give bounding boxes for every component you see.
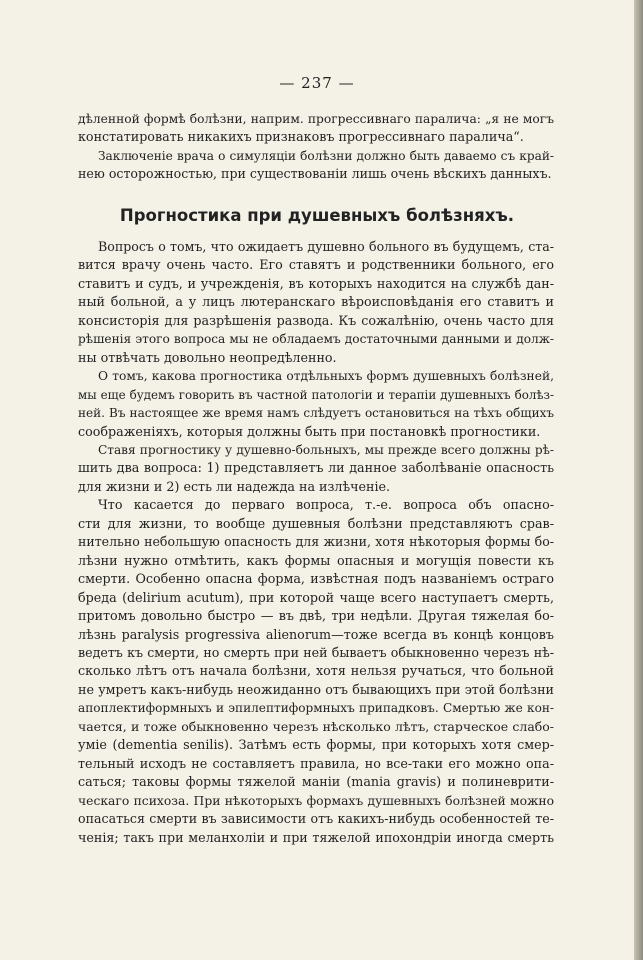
text-line: тельный исходъ не составляетъ правила, но все-таки его можно опа- — [78, 755, 554, 771]
text-line: констатировать никакихъ признаковъ прогрессивнаго паралича“. — [78, 129, 524, 145]
paragraph — [78, 147, 554, 184]
continued-text — [78, 110, 554, 184]
text-line: нею осторожностью, при существованіи лишь очень вѣскихъ данныхъ. — [78, 166, 552, 182]
text-line: Что касается до перваго вопроса, т.-е. вопроса объ опасно- — [98, 497, 554, 513]
text-line: уміе (dementia senilis). Затѣмъ есть формы, при которыхъ хотя смер- — [78, 737, 554, 753]
page-number: — 237 — — [279, 74, 355, 92]
text-line: соображеніяхъ, которыя должны быть при постановкѣ прогностики. — [78, 423, 541, 439]
text-line: нительно небольшую опасность для жизни, хотя нѣкоторыя формы бо- — [78, 534, 554, 550]
text-line: бреда (delirium acutum), при которой чаще всего наступаетъ смерть, — [78, 589, 554, 605]
text-line: не умретъ какъ-нибудь неожиданно отъ бывающихъ при этой болѣзни — [78, 681, 554, 697]
text-line: ческаго психоза. При нѣкоторыхъ формахъ душевныхъ болѣзней можно — [78, 793, 554, 808]
page-edge-shadow — [634, 0, 643, 960]
text-line: лѣзни нужно отмѣтить, какъ формы опасныя и могущія повести къ — [78, 552, 554, 568]
paragraph — [78, 367, 554, 441]
text-line: опасаться смерти въ зависимости отъ какихъ-нибудь особенностей те- — [78, 811, 554, 827]
text-line: мы еще будемъ говорить въ частной патологіи и терапіи душевныхъ болѣз- — [78, 387, 554, 402]
text-line: рѣшенія этого вопроса мы не обладаемъ достаточными данными и долж- — [78, 332, 554, 347]
text-line: ны отвѣчать довольно неопредѣленно. — [78, 349, 337, 365]
text-line: сколько лѣтъ отъ начала болѣзни, хотя нельзя ручаться, что больной — [78, 663, 554, 679]
text-line: дѣленной формѣ болѣзни, наприм. прогрессивнаго паралича: „я не могъ — [78, 112, 554, 126]
section-heading: Прогностика при душевныхъ болѣзняхъ. — [119, 206, 515, 225]
text-line: шить два вопроса: 1) представляетъ ли данное заболѣваніе опасность — [78, 460, 554, 476]
text-line: консисторія для разрѣшенія развода. Къ сожалѣнію, очень часто для — [78, 312, 554, 328]
paragraph — [78, 238, 554, 367]
text-line: Ставя прогностику у душевно-больныхъ, мы прежде всего должны рѣ- — [98, 442, 554, 457]
text-line: притомъ довольно быстро — въ двѣ, три недѣли. Другая тяжелая бо- — [78, 608, 554, 624]
text-line: саться; таковы формы тяжелой маніи (mania gravis) и полиневрити- — [78, 774, 554, 790]
text-line: ставитъ и судъ, и учрежденія, въ которыхъ находится на службѣ дан- — [78, 275, 554, 291]
text-line: ченія; такъ при меланхоліи и при тяжелой ипохондріи иногда смерть — [78, 829, 554, 845]
text-line: лѣзнь paralysis progressiva alienorum—тоже всегда въ концѣ концовъ — [78, 626, 554, 642]
paragraph — [78, 496, 554, 847]
text-line: О томъ, какова прогностика отдѣльныхъ формъ душевныхъ болѣзней, — [98, 369, 554, 384]
text-line: сти для жизни, то вообще душевныя болѣзни представляютъ срав- — [78, 515, 554, 531]
text-line: чается, и тоже обыкновенно черезъ нѣсколько лѣтъ, старческое слабо- — [78, 718, 554, 734]
text-line: ный больной, а у лицъ лютеранскаго вѣроисповѣданія его ставитъ и — [78, 294, 554, 310]
paragraph — [78, 441, 554, 496]
text-line: вится врачу очень часто. Его ставятъ и родственники больного, его — [78, 257, 554, 273]
text-line: ведетъ къ смерти, но смерть при ней бываетъ обыкновенно черезъ нѣ- — [78, 644, 554, 660]
text-line: Заключеніе врача о симуляціи болѣзни должно быть даваемо съ край- — [98, 148, 554, 163]
paragraph — [78, 110, 554, 147]
text-line: апоплектиформныхъ и эпилептиформныхъ припадковъ. Смертью же кон- — [78, 701, 554, 716]
section-body — [78, 238, 554, 847]
text-line: для жизни и 2) есть ли надежда на излѣченіе. — [78, 478, 391, 494]
text-line: смерти. Особенно опасна форма, извѣстная подъ названіемъ остраго — [78, 571, 554, 587]
text-line: Вопросъ о томъ, что ожидаетъ душевно больного въ будущемъ, ста- — [98, 239, 554, 254]
text-line: ней. Въ настоящее же время намъ слѣдуетъ остановиться на тѣхъ общихъ — [78, 406, 554, 421]
